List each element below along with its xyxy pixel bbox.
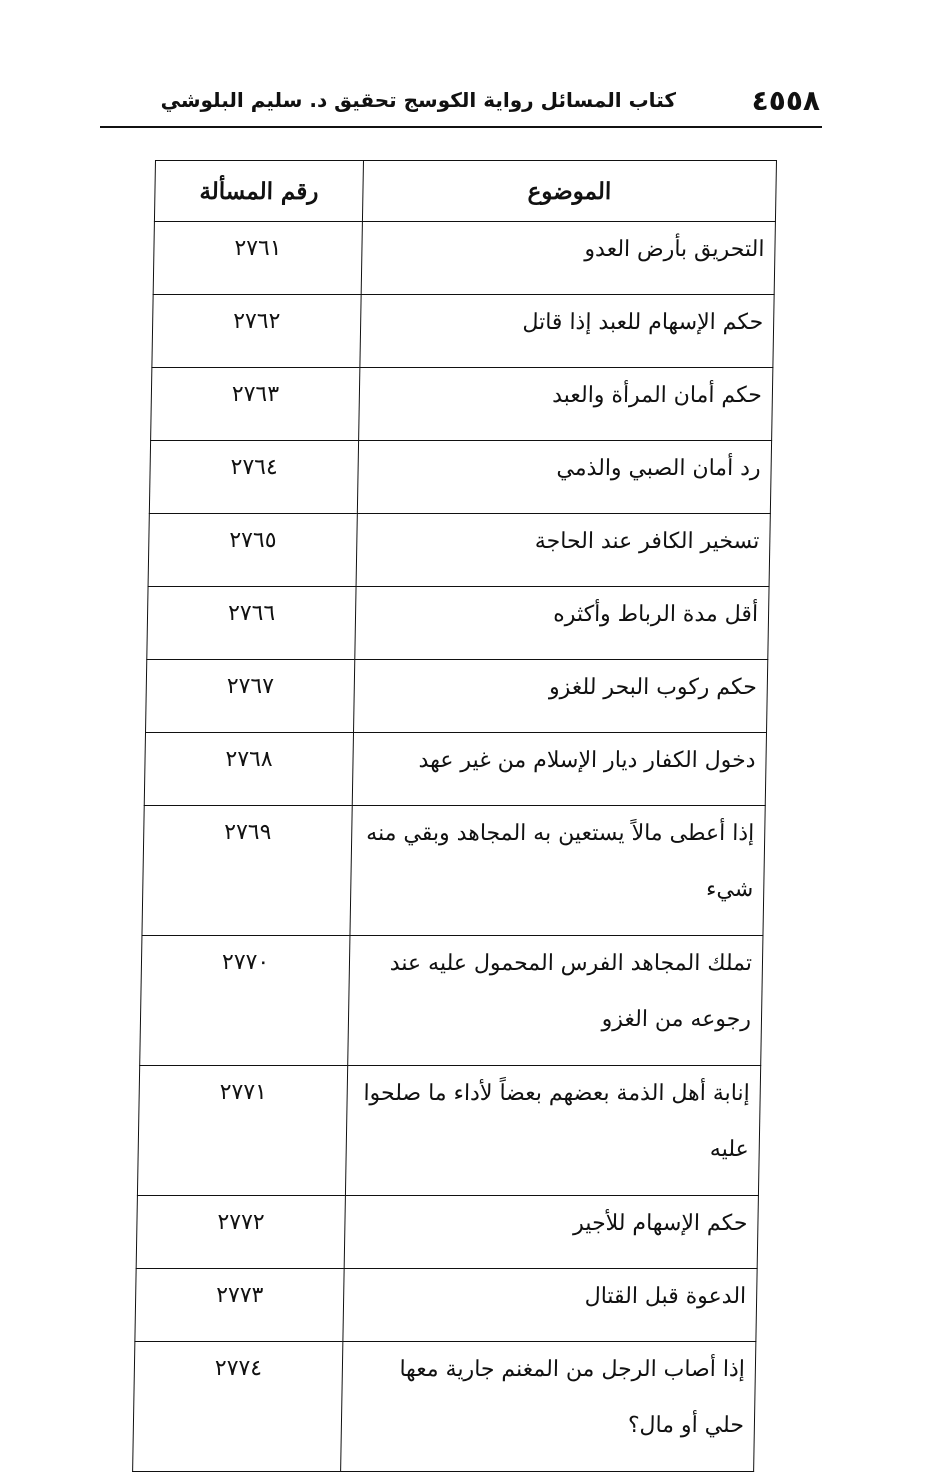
subject-text: أقل مدة الرباط وأكثره [553,602,759,627]
subject-text: رد أمان الصبي والذمي [556,456,761,481]
subject-cell [343,1269,757,1342]
subject-text: حكم الإسهام للعبد إذا قاتل [522,310,764,335]
table-row [151,368,773,441]
question-number-cell: ٢٧٦٨ [144,733,353,806]
table-row [149,441,771,514]
column-header-subject: الموضوع [362,161,776,222]
question-number-cell: ٢٧٦٧ [146,660,355,733]
question-number-cell: ٢٧٧١ [137,1066,347,1196]
subject-text: إذا أصاب الرجل من المغنم جارية معها حلي أو مال؟ [399,1357,746,1438]
table-row [136,1196,758,1269]
subject-cell [354,660,768,733]
table-row [140,936,763,1066]
table-row [133,1342,756,1472]
subject-text: حكم ركوب البحر للغزو [548,675,758,700]
subject-text: تسخير الكافر عند الحاجة [534,529,760,554]
subject-text: دخول الكفار ديار الإسلام من غير عهد [418,748,756,773]
question-number-cell: ٢٧٧٣ [135,1269,344,1342]
table-row [148,514,770,587]
subject-cell [355,587,769,660]
subject-cell [341,1342,756,1472]
question-number-cell: ٢٧٦٦ [147,587,356,660]
question-number-cell: ٢٧٦٣ [151,368,360,441]
question-number-cell: ٢٧٦٥ [148,514,357,587]
table-row [142,806,765,936]
question-number-cell: ٢٧٦١ [153,222,362,295]
table-row [147,587,769,660]
subject-text: تملك المجاهد الفرس المحمول عليه عند رجوعه من الغزو [389,951,753,1032]
table-header-row [154,161,776,222]
subject-cell [344,1196,758,1269]
subject-cell [350,806,765,936]
table-row [152,295,774,368]
question-number-cell: ٢٧٦٤ [149,441,358,514]
table-row [144,733,766,806]
question-number-cell: ٢٧٧٤ [133,1342,343,1472]
table-row [146,660,768,733]
question-number-cell: ٢٧٧٠ [140,936,350,1066]
subject-cell [361,222,775,295]
subject-cell [352,733,766,806]
question-number-cell: ٢٧٦٩ [142,806,352,936]
subject-cell [360,295,774,368]
page-header [100,80,822,128]
subject-cell [356,514,770,587]
subject-text: إنابة أهل الذمة بعضهم بعضاً لأداء ما صلحوا عليه [363,1081,750,1162]
subject-cell [345,1066,760,1196]
subject-cell [359,368,773,441]
column-header-number: رقم المسألة [154,161,363,222]
topics-table [132,160,777,1472]
subject-text: إذا أعطى مالاً يستعين به المجاهد وبقي منه شيء [366,821,755,902]
table-row [137,1066,760,1196]
question-number-cell: ٢٧٧٢ [136,1196,345,1269]
subject-text: الدعوة قبل القتال [584,1284,747,1309]
subject-cell [348,936,763,1066]
page-number: ٤٥٥٨ [751,84,820,117]
table-row [153,222,775,295]
subject-cell [357,441,771,514]
running-title: كتاب المسائل رواية الكوسج تحقيق د. سليم البلوشي [160,88,676,112]
table-body [133,222,776,1472]
subject-text: التحريق بأرض العدو [584,237,765,262]
subject-text: حكم الإسهام للأجير [573,1211,748,1236]
subject-text: حكم أمان المرأة والعبد [551,383,763,408]
table-row [135,1269,757,1342]
question-number-cell: ٢٧٦٢ [152,295,361,368]
